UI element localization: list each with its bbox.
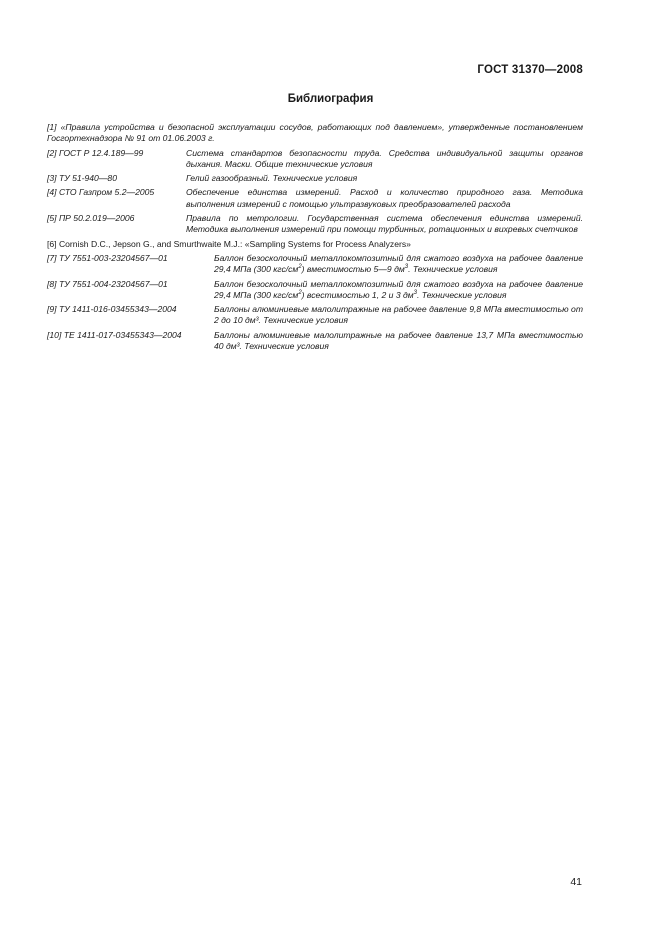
entry-reference: [4] СТО Газпром 5.2—2005 bbox=[47, 187, 155, 198]
entry-text: [1] «Правила устройства и безопасной эксплуатации сосудов, работающих под давлением», утвержденные постановлением Госгортехнадзора № 91 от 01.06.2003 г. bbox=[47, 122, 583, 144]
superscript: 3 bbox=[404, 264, 409, 271]
entry-description bbox=[214, 279, 583, 302]
entry-description: Гелий газообразный. Технические условия bbox=[186, 173, 358, 184]
entry-description: Баллоны алюминиевые малолитражные на рабочее давление 13,7 МПа вместимостью 40 дм³. Технические условия bbox=[214, 329, 583, 352]
superscript: 2 bbox=[298, 264, 302, 271]
bibliography-entry bbox=[47, 213, 583, 236]
entry-description bbox=[214, 253, 583, 276]
description-part: Баллон безосколочный металлокомпозитный для сжатого воздуха на рабочее давление 29,4 МПа (300 кгс/см bbox=[214, 252, 583, 275]
description-part: . Технические условия bbox=[416, 289, 507, 300]
bibliography-entry bbox=[47, 330, 583, 353]
bibliography-entry bbox=[47, 253, 583, 276]
superscript: 2 bbox=[298, 290, 302, 296]
entry-text: [6] Cornish D.C., Jepson G., and Smurthwaite M.J.: «Sampling Systems for Process Analyzers» bbox=[47, 238, 411, 249]
entry-description: Обеспечение единства измерений. Расход и количество природного газа. Методика выполнения измерений с помощью ультразвуковых преобразователей расхода bbox=[186, 187, 583, 209]
section-title: Библиография bbox=[287, 93, 374, 105]
bibliography-entry bbox=[47, 148, 583, 171]
bibliography-entry bbox=[47, 173, 583, 184]
entry-reference: [7] ТУ 7551-003-23204567—01 bbox=[47, 252, 168, 263]
entry-description: Баллоны алюминиевые малолитражные на рабочее давление 9,8 МПа вместимостью от 2 до 10 дм³. Технические условия bbox=[214, 304, 583, 326]
description-part: ) всестимостью 1, 2 и 3 дм bbox=[301, 289, 414, 300]
entry-reference: [2] ГОСТ Р 12.4.189—99 bbox=[47, 147, 144, 158]
page-number: 41 bbox=[570, 876, 582, 888]
description-part: ) вместимостью 5—9 дм bbox=[301, 264, 405, 275]
entry-reference: [5] ПР 50.2.019—2006 bbox=[47, 213, 135, 224]
description-part: Баллон безосколочный металлокомпозитный для сжатого воздуха на рабочее давление 29,4 МПа (300 кгс/см bbox=[214, 278, 583, 300]
entry-reference: [3] ТУ 51-940—80 bbox=[47, 173, 117, 184]
document-header: ГОСТ 31370—2008 bbox=[477, 64, 583, 76]
bibliography-entry bbox=[47, 304, 583, 327]
entry-reference: [9] ТУ 1411-016-03455343—2004 bbox=[47, 304, 177, 315]
bibliography-list bbox=[47, 122, 583, 355]
description-part: . Технические условия bbox=[408, 264, 498, 275]
entry-description: Система стандартов безопасности труда. Средства индивидуальной защиты органов дыхания. Маски. Общие технические условия bbox=[186, 147, 583, 169]
entry-reference: [8] ТУ 7551-004-23204567—01 bbox=[47, 278, 168, 289]
superscript: 3 bbox=[413, 290, 417, 296]
bibliography-entry bbox=[47, 279, 583, 302]
entry-reference: [10] ТЕ 1411-017-03455343—2004 bbox=[47, 329, 182, 340]
bibliography-entry bbox=[47, 122, 583, 145]
bibliography-entry bbox=[47, 239, 583, 250]
entry-description: Правила по метрологии. Государственная система обеспечения единства измерений. Методика выполнения измерений при помощи турбинных, ротационных и вихревых счетчиков bbox=[186, 213, 583, 235]
bibliography-entry bbox=[47, 187, 583, 210]
